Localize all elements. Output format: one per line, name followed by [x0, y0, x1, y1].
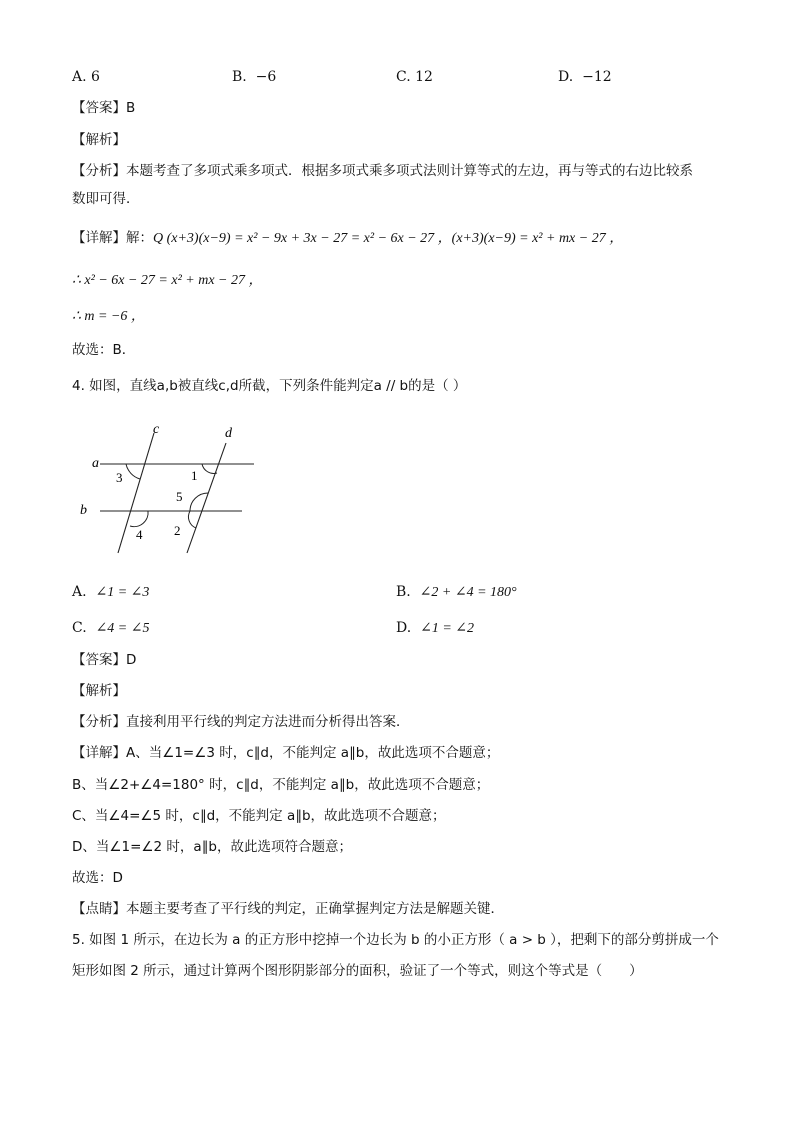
q3-choose: 故选：B． [72, 342, 136, 358]
q4-option-a: A. ∠1 = ∠3 [72, 584, 150, 600]
angle-1-arc [202, 464, 217, 473]
q3-option-a: A. 6 [72, 69, 100, 85]
q3-analysis-label: 【解析】 [72, 132, 126, 148]
q3-fenxi-line1: 【分析】本题考查了多项式乘多项式．根据多项式乘多项式法则计算等式的左边，再与等式的右边比较系 [72, 163, 693, 179]
q3-detail-eq1: Q (x+3)(x−9) = x² − 9x + 3x − 27 = x² − 6x − 27 ，(x+3)(x−9) = x² + mx − 27 ， [153, 231, 624, 246]
label-b: b [80, 503, 87, 518]
label-3: 3 [116, 470, 123, 485]
q5-line1: 5. 如图 1 所示，在边长为 a 的正方形中挖掉一个边长为 b 的小正方形（ a > b ），把剩下的部分剪拼成一个 [72, 932, 719, 948]
q3-fenxi-line2: 数即可得． [72, 191, 140, 207]
q4-option-b: B. ∠2 + ∠4 = 180° [396, 584, 517, 600]
q4-detail-a: 【详解】A、当∠1=∠3 时，c∥d，不能判定 a∥b，故此选项不合题意； [72, 745, 500, 761]
q4-analysis-label: 【解析】 [72, 683, 126, 699]
label-1: 1 [191, 468, 198, 483]
q4-detail-b: B、当∠2+∠4=180° 时，c∥d，不能判定 a∥b，故此选项不合题意； [72, 777, 490, 793]
q3-detail-label: 【详解】解： [72, 230, 153, 246]
angle-3-arc [126, 464, 140, 479]
q4-fenxi: 【分析】直接利用平行线的判定方法进而分析得出答案． [72, 714, 410, 730]
q3-detail-eq2: ∴ x² − 6x − 27 = x² + mx − 27 ， [72, 273, 263, 288]
angle-4-arc [130, 511, 148, 527]
q3-option-c: C. 12 [396, 69, 433, 85]
q4-detail-d: D、当∠1=∠2 时，a∥b，故此选项符合题意； [72, 839, 352, 855]
label-5: 5 [176, 489, 183, 504]
q3-answer: 【答案】B [72, 100, 136, 116]
q4-answer: 【答案】D [72, 652, 137, 668]
line-d [187, 443, 226, 553]
q3-detail-eq3: ∴ m = −6 ， [72, 309, 145, 324]
label-2: 2 [174, 523, 181, 538]
parallel-lines-diagram [72, 415, 262, 560]
q3-option-d: D. −12 [558, 69, 612, 85]
label-4: 4 [136, 527, 143, 542]
q5-line2: 矩形如图 2 所示，通过计算两个图形阴影部分的面积，验证了一个等式，则这个等式是（ ） [72, 963, 643, 979]
q4-figure [72, 415, 262, 564]
label-a: a [92, 456, 99, 471]
q4-detail-c: C、当∠4=∠5 时，c∥d，不能判定 a∥b，故此选项不合题意； [72, 808, 446, 824]
q3-option-b: B. −6 [232, 69, 277, 85]
label-c: c [153, 422, 160, 437]
q4-dianjing: 【点睛】本题主要考查了平行线的判定，正确掌握判定方法是解题关键． [72, 901, 504, 917]
q4-stem: 4. 如图，直线a,b被直线c,d所截，下列条件能判定a // b的是（ ） [72, 378, 467, 394]
q4-option-d: D. ∠1 = ∠2 [396, 620, 475, 636]
q3-detail-line [72, 228, 623, 249]
angle-2-arc [188, 511, 196, 528]
q4-option-c: C. ∠4 = ∠5 [72, 620, 150, 636]
label-d: d [225, 426, 232, 441]
q4-choose: 故选：D [72, 870, 123, 886]
